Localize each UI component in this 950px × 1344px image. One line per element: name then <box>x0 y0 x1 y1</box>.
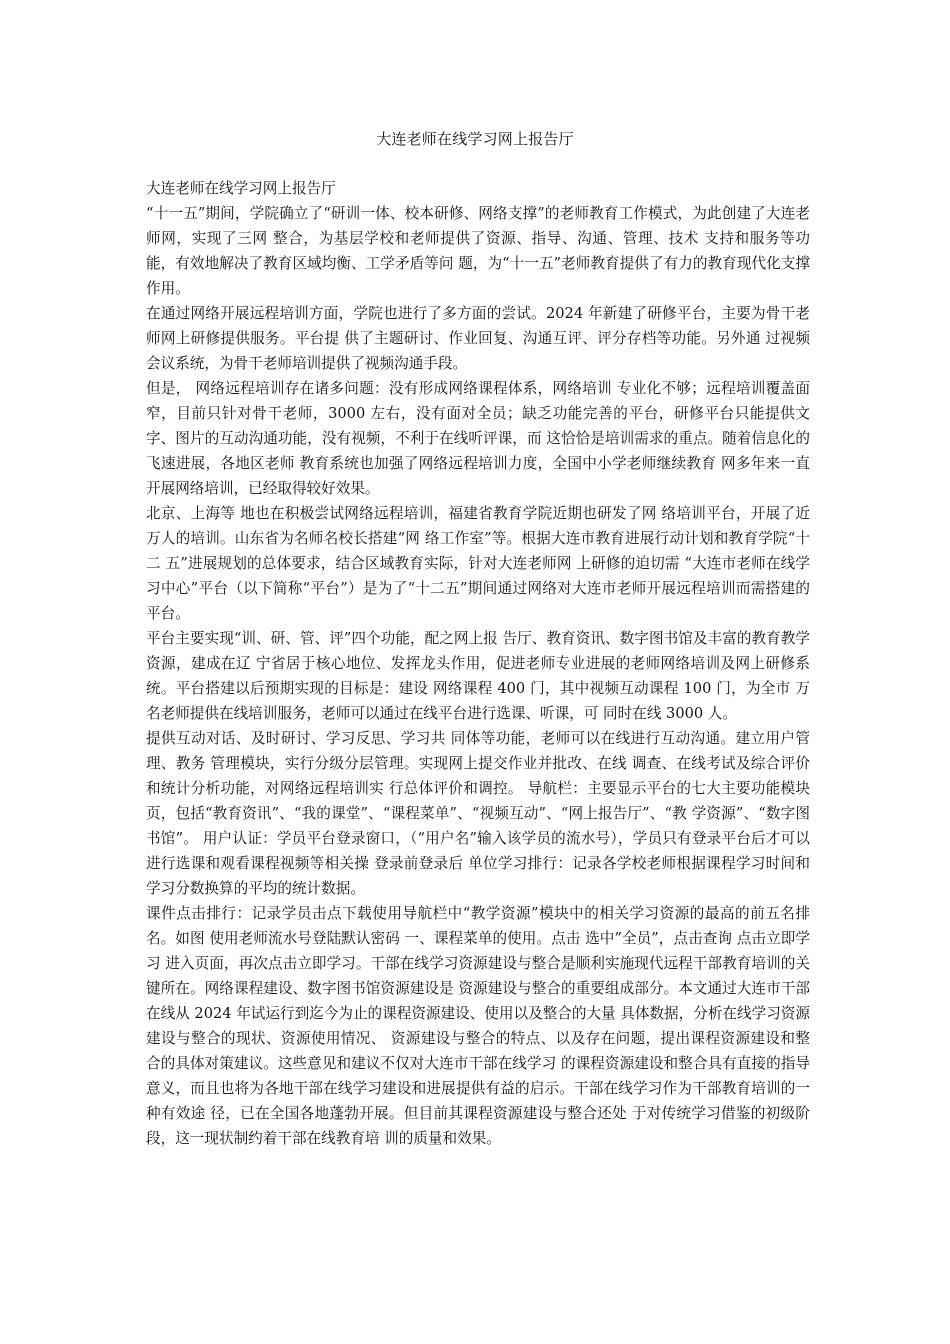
document-body <box>146 176 810 1151</box>
paragraph: 平台主要实现“训、研、管、评”四个功能，配之网上报 告厅、教育资讯、数字图书馆及丰富的教育教学资源，建成在辽 宁省居于核心地位、发挥龙头作用，促进老师专业进展的老师网络培训及网上研修系统。平台搭建以后预期实现的目标是：建设 网络课程 400 门，其中视频互动课程 100 门，为全市 万名老师提供在线培训服务，老师可以通过在线平台进行选课、听课，可 同时在线 3000 人。 <box>146 630 810 722</box>
paragraph: 课件点击排行：记录学员击点下载使用导航栏中“教学资源”模块中的相关学习资源的最高的前五名排名。如图 使用老师流水号登陆默认密码 一、课程菜单的使用。点击 选中”全员”，点击查询 点击立即学习 进入页面，再次点击立即学习。干部在线学习资源建设与整合是顺利实施现代远程干部教育培训的关键所在。网络课程建设、数字图书馆资源建设是 资源建设与整合的重要组成部分。本文通过大连市干部在线从 2024 年试运行到迄今为止的课程资源建设、使用以及整合的大量 具体数据，分析在线学习资源建设与整合的现状、资源使用情况、 资源建设与整合的特点、以及存在问题，提出课程资源建设和整 合的具体对策建议。这些意见和建议不仅对大连市干部在线学习 的课程资源建设和整合具有直接的指导意义，而且也将为各地干部在线学习建设和进展提供有益的启示。干部在线学习作为干部教育培训的一种有效途 径，已在全国各地蓬勃开展。但目前其课程资源建设与整合还处 于对传统学习借鉴的初级阶段，这一现状制约着干部在线教育培 训的质量和效果。 <box>146 905 810 1147</box>
paragraph: 但是， 网络远程培训存在诸多问题：没有形成网络课程体系，网络培训 专业化不够；远程培训覆盖面窄，目前只针对骨干老师，3000 左右，没有面对全员；缺乏功能完善的平台，研修平台只能提供文字、图片的互动沟通功能，没有视频，不利于在线听评课，而 这恰恰是培训需求的重点。随着信息化的飞速进展，各地区老师 教育系统也加强了网络远程培训力度，全国中小学老师继续教育 网多年来一直开展网络培训，已经取得较好效果。 <box>146 380 810 497</box>
paragraph: “十一五”期间，学院确立了“研训一体、校本研修、网络支撑”的老师教育工作模式，为此创建了大连老师网，实现了三网 整合，为基层学校和老师提供了资源、指导、沟通、管理、技术 支持和服务等功能，有效地解决了教育区域均衡、工学矛盾等问 题，为“十一五”老师教育提供了有力的教育现代化支撑作用。 <box>146 205 810 297</box>
paragraph: 北京、上海等 地也在积极尝试网络远程培训，福建省教育学院近期也研发了网 络培训平台，开展了近万人的培训。山东省为名师名校长搭建“网 络工作室”等。根据大连市教育进展行动计划和教育学院“十二 五”进展规划的总体要求，结合区域教育实际，针对大连老师网 上研修的迫切需 “大连市老师在线学习中心”平台（以下简称“平台”）是为了“十二五”期间通过网络对大连市老师开展远程培训而需搭建的 平台。 <box>146 505 810 622</box>
document-title: 大连老师在线学习网上报告厅 <box>376 130 574 148</box>
paragraph: 在通过网络开展远程培训方面，学院也进行了多方面的尝试。2024 年新建了研修平台，主要为骨干老师网上研修提供服务。平台提 供了主题研讨、作业回复、沟通互评、评分存档等功能。另外通 过视频会议系统，为骨干老师培训提供了视频沟通手段。 <box>146 305 810 372</box>
body-heading: 大连老师在线学习网上报告厅 <box>146 180 336 197</box>
paragraph: 提供互动对话、及时研讨、学习反思、学习共 同体等功能，老师可以在线进行互动沟通。建立用户管理、教务 管理模块，实行分级分层管理。实现网上提交作业并批改、在线 调查、在线考试及综合评价和统计分析功能，对网络远程培训实 行总体评价和调控。 导航栏：主要显示平台的七大主要功能模块页，包括“教育资讯”、“我的课堂”、“课程菜单”、“视频互动”、“网上报告厅”、“教 学资源”、“数字图书馆”。 用户认证：学员平台登录窗口，（“用户名”输入该学员的流水号），学员只有登录平台后才可以进行选课和观看课程视频等相关操 登录前登录后 单位学习排行：记录各学校老师根据课程学习时间和学习分数换算的平均的统计数据。 <box>146 730 810 897</box>
